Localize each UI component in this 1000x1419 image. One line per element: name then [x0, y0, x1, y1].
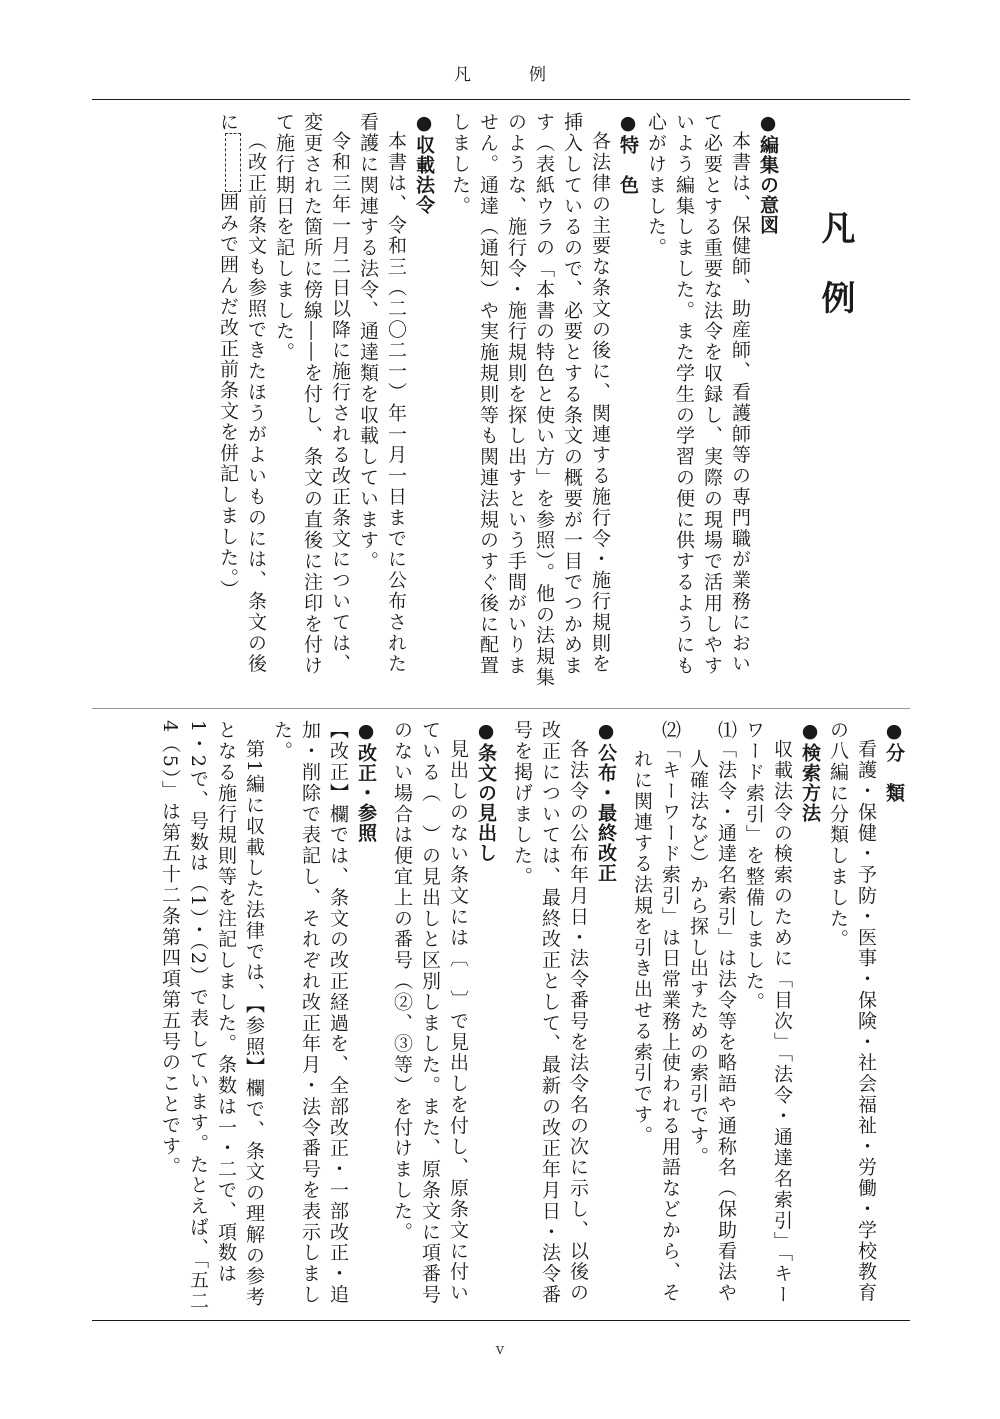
- section-included-laws: [214, 112, 438, 692]
- bottom-rule: [92, 1320, 910, 1321]
- paragraph: 第1編に収載した法律では、【参照】欄で、条文の理解の参考となる施行規則等を注記しました。条数は一・二で、項数は1・2で、号数は（1）・（2）で表しています。たとえば、「五二4（5）」は第五十二条第四項第五号のことです。: [159, 720, 265, 1312]
- paragraph: 本書は、保健師、助産師、看護師等の専門職が業務において必要とする重要な法令を収録し、実際の現場で活用しやすいよう編集しました。また学生の学習の便に供するようにも心がけました。: [645, 112, 751, 677]
- section-heading: ● 改正・参照: [352, 720, 380, 1312]
- section-promulgation: [508, 720, 620, 1312]
- top-rule: [92, 99, 910, 100]
- list-item: [684, 720, 740, 1312]
- paragraph: 各法律の主要な条文の後に、関連する施行令・施行規則を挿入しているので、必要とする条文の概要が一目でつかめます（表紙ウラの「本書の特色と使い方」を参照）。他の法規集のような、施行令・施行規則を探し出すという手間がいりません。通達（通知）や実施規則等も関連法規のすぐ後に配置しました。: [449, 112, 611, 688]
- note-paragraph: [214, 112, 270, 692]
- section-heading: ● 検索方法: [796, 720, 824, 1312]
- middle-divider: [92, 708, 910, 709]
- item-text: 「キーワード索引」は日常業務上使われる用語などから、それに関連する法規を引き出せる索引です。: [631, 739, 681, 1304]
- note-text: （改正前条文も参照できたほうがよいものには、条文の後に: [217, 112, 267, 675]
- paragraph: 令和三年一月二日以降に施行される改正条文については、変更された箇所に傍線――を付し、条文の直後に注印を付けて施行期日を記しました。: [273, 112, 351, 677]
- lower-text-block: [148, 720, 908, 1312]
- section-heading: ● 条文の見出し: [472, 720, 500, 1312]
- item-number: ⑴: [715, 720, 737, 739]
- section-editorial-intent: [642, 112, 782, 692]
- note-text: 囲みで囲んだ改正前条文を併記しました。）: [217, 191, 239, 601]
- paragraph: 【改正】欄では、条文の改正経過を、全部改正・一部改正・追加・削除で表記し、それぞれ改正年月・法令番号を表示しました。: [271, 720, 349, 1306]
- section-classification: [824, 720, 908, 1312]
- page-title: 凡例: [815, 210, 855, 350]
- running-header: 凡例: [454, 65, 604, 85]
- section-features: [446, 112, 642, 692]
- page-number: v: [495, 1340, 505, 1358]
- section-heading: ● 公布・最終改正: [592, 720, 620, 1312]
- section-heading: ● 特 色: [614, 112, 642, 692]
- section-heading: ● 収載法令: [410, 112, 438, 692]
- section-heading: ● 分 類: [880, 720, 908, 1312]
- paragraph: 看護・保健・予防・医事・保険・社会福祉・労働・学校教育の八編に分類しました。: [827, 720, 877, 1304]
- item-text: 「法令・通達名索引」は法令等を略語や通称名（保助看法や人確法など）から探し出すための索引です。: [687, 739, 737, 1304]
- paragraph: 各法令の公布年月日・法令番号を法令名の次に示し、以後の改正については、最終改正として、最新の改正年月日・法令番号を掲げました。: [511, 720, 589, 1306]
- paragraph: 収載法令の検索のために「目次」「法令・通達名索引」「キーワード索引」を整備しました。: [743, 720, 793, 1306]
- list-item: [628, 720, 684, 1312]
- paragraph: 見出しのない条文には〔 〕で見出しを付し、原条文に付いている（ ）の見出しと区別しました。また、原条文に項番号のない場合は便宜上の番号（②、③等）を付けました。: [391, 720, 469, 1306]
- dashed-box-mark: [225, 133, 241, 192]
- paragraph: 本書は、令和三（二〇二一）年一月一日までに公布された看護に関連する法令、通達類を収載しています。: [357, 112, 407, 675]
- upper-text-block: [206, 112, 782, 692]
- section-search-methods: [628, 720, 824, 1312]
- section-revision-reference: [156, 720, 380, 1312]
- item-number: ⑵: [659, 720, 681, 739]
- index-list: [628, 720, 740, 1312]
- section-article-headings: [388, 720, 500, 1312]
- section-heading: ● 編集の意図: [754, 112, 782, 692]
